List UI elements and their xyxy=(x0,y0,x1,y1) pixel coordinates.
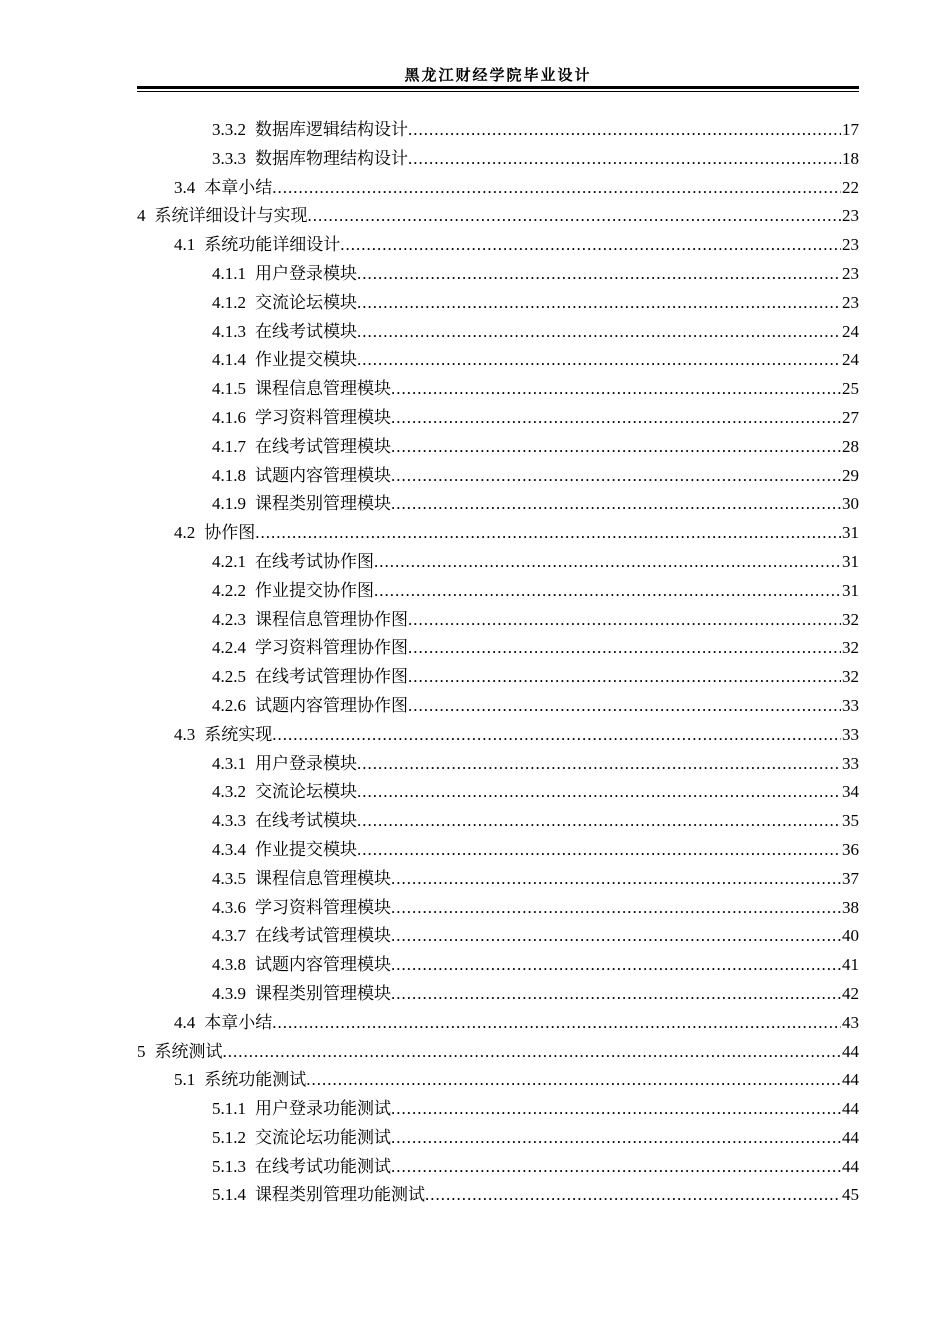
toc-entry-page: 18 xyxy=(842,148,859,168)
toc-entry-title: 交流论坛功能测试 xyxy=(255,1127,391,1147)
toc-dot-leader xyxy=(374,577,841,606)
toc-entry-title: 课程类别管理功能测试 xyxy=(255,1185,425,1205)
toc-entry[interactable] xyxy=(137,577,859,606)
toc-entry-title: 本章小结 xyxy=(204,1012,273,1032)
toc-entry[interactable] xyxy=(137,634,859,663)
toc-dot-leader xyxy=(408,606,841,635)
toc-entry-title: 课程信息管理模块 xyxy=(255,868,391,888)
toc-dot-leader xyxy=(391,404,841,433)
toc-dot-leader xyxy=(357,346,841,375)
toc-dot-leader xyxy=(374,548,841,577)
toc-entry-number: 4.3.8 xyxy=(212,955,246,975)
toc-dot-leader xyxy=(357,778,841,807)
toc-entry-page: 31 xyxy=(842,523,859,543)
toc-entry-page: 42 xyxy=(842,983,859,1003)
toc-entry-number: 4.2.6 xyxy=(212,695,246,715)
toc-entry-number: 4.3.4 xyxy=(212,839,246,859)
toc-dot-leader xyxy=(391,951,841,980)
toc-entry-title: 在线考试协作图 xyxy=(255,551,374,571)
toc-entry-number: 4 xyxy=(137,206,146,226)
toc-entry[interactable] xyxy=(137,606,859,635)
toc-entry-number: 4.2.3 xyxy=(212,609,246,629)
toc-entry-number: 4.2 xyxy=(174,523,196,543)
toc-entry-number: 4.3.5 xyxy=(212,868,246,888)
toc-entry-number: 4.1.9 xyxy=(212,494,246,514)
toc-entry-title: 课程信息管理协作图 xyxy=(255,609,408,629)
toc-dot-leader xyxy=(408,145,841,174)
toc-entry-number: 4.3.1 xyxy=(212,753,246,773)
toc-entry-title: 用户登录模块 xyxy=(255,753,357,773)
toc-dot-leader xyxy=(408,116,841,145)
toc-entry-number: 5.1.2 xyxy=(212,1127,246,1147)
toc-entry-title: 系统功能测试 xyxy=(204,1070,307,1090)
toc-entry-number: 4.4 xyxy=(174,1012,196,1032)
toc-dot-leader xyxy=(272,174,841,203)
toc-dot-leader xyxy=(255,519,841,548)
toc-entry-page: 44 xyxy=(842,1127,859,1147)
toc-entry-page: 24 xyxy=(842,321,859,341)
toc-entry-page: 17 xyxy=(842,120,859,139)
toc-entry[interactable] xyxy=(137,1124,859,1153)
toc-entry-page: 40 xyxy=(842,926,859,946)
toc-entry[interactable] xyxy=(137,778,859,807)
toc-entry-title: 试题内容管理模块 xyxy=(255,465,391,485)
toc-dot-leader xyxy=(391,894,841,923)
toc-entry-number: 4.2.2 xyxy=(212,580,246,600)
toc-entry-title: 课程类别管理模块 xyxy=(255,494,391,514)
toc-entry[interactable] xyxy=(137,692,859,721)
toc-entry-page: 23 xyxy=(842,292,859,312)
toc-entry-number: 4.2.1 xyxy=(212,551,246,571)
toc-entry[interactable] xyxy=(137,260,859,289)
toc-entry-page: 38 xyxy=(842,897,859,917)
toc-entry-title: 系统测试 xyxy=(154,1041,223,1061)
toc-entry-number: 4.1.2 xyxy=(212,292,246,312)
toc-entry-page: 31 xyxy=(842,580,859,600)
toc-entry-number: 4.3.7 xyxy=(212,926,246,946)
toc-dot-leader xyxy=(272,1009,841,1038)
toc-entry[interactable] xyxy=(137,375,859,404)
toc-entry-page: 23 xyxy=(842,235,859,255)
toc-entry-number: 4.1.3 xyxy=(212,321,246,341)
toc-dot-leader xyxy=(340,231,841,260)
toc-dot-leader xyxy=(357,750,841,779)
toc-entry[interactable] xyxy=(137,548,859,577)
toc-entry-number: 3.4 xyxy=(174,177,196,197)
toc-dot-leader xyxy=(408,663,841,692)
toc-dot-leader xyxy=(357,807,841,836)
toc-dot-leader xyxy=(391,1153,841,1182)
toc-dot-leader xyxy=(425,1181,841,1210)
toc-entry-title: 在线考试管理模块 xyxy=(255,926,391,946)
toc-entry[interactable] xyxy=(137,519,859,548)
toc-entry-title: 系统实现 xyxy=(204,724,273,744)
toc-dot-leader xyxy=(391,865,841,894)
toc-entry-number: 3.3.3 xyxy=(212,148,246,168)
toc-entry[interactable] xyxy=(137,174,859,203)
toc-entry[interactable] xyxy=(137,289,859,318)
toc-dot-leader xyxy=(357,260,841,289)
toc-entry-page: 28 xyxy=(842,436,859,456)
toc-entry-title: 协作图 xyxy=(204,523,256,543)
toc-entry-number: 4.1.6 xyxy=(212,407,246,427)
toc-entry-page: 41 xyxy=(842,955,859,975)
toc-entry[interactable] xyxy=(137,1095,859,1124)
toc-dot-leader xyxy=(391,1095,841,1124)
toc-entry-page: 43 xyxy=(842,1012,859,1032)
toc-entry-page: 44 xyxy=(842,1099,859,1119)
toc-entry[interactable] xyxy=(137,1038,859,1067)
toc-dot-leader xyxy=(357,289,841,318)
toc-dot-leader xyxy=(391,980,841,1009)
toc-entry[interactable] xyxy=(137,807,859,836)
toc-entry[interactable] xyxy=(137,1153,859,1182)
toc-entry-number: 4.3.9 xyxy=(212,983,246,1003)
toc-entry-title: 用户登录功能测试 xyxy=(255,1099,391,1119)
toc-entry[interactable] xyxy=(137,1009,859,1038)
toc-entry-title: 数据库逻辑结构设计 xyxy=(255,120,408,139)
toc-entry-page: 33 xyxy=(842,724,859,744)
toc-entry-title: 作业提交模块 xyxy=(255,839,357,859)
toc-entry-page: 44 xyxy=(842,1156,859,1176)
toc-dot-leader xyxy=(408,634,841,663)
toc-entry-number: 5 xyxy=(137,1041,146,1061)
toc-entry-number: 4.1.7 xyxy=(212,436,246,456)
toc-entry[interactable] xyxy=(137,231,859,260)
toc-dot-leader xyxy=(306,1066,841,1095)
toc-entry[interactable] xyxy=(137,663,859,692)
toc-entry-title: 用户登录模块 xyxy=(255,263,357,283)
toc-entry-page: 44 xyxy=(842,1041,859,1061)
toc-entry[interactable] xyxy=(137,433,859,462)
toc-entry-page: 32 xyxy=(842,667,859,687)
toc-entry[interactable] xyxy=(137,404,859,433)
toc-entry-title: 系统详细设计与实现 xyxy=(154,206,308,226)
toc-entry-number: 5.1.1 xyxy=(212,1099,246,1119)
toc-entry-page: 33 xyxy=(842,695,859,715)
toc-entry-page: 44 xyxy=(842,1070,859,1090)
toc-entry-page: 37 xyxy=(842,868,859,888)
toc-entry-title: 数据库物理结构设计 xyxy=(255,148,408,168)
toc-entry-title: 学习资料管理模块 xyxy=(255,897,391,917)
toc-dot-leader xyxy=(408,692,841,721)
toc-entry-title: 在线考试管理模块 xyxy=(255,436,391,456)
toc-entry-number: 5.1.4 xyxy=(212,1185,246,1205)
toc-entry[interactable] xyxy=(137,980,859,1009)
toc-entry-number: 4.3.6 xyxy=(212,897,246,917)
page-header-title: 黑龙江财经学院毕业设计 xyxy=(404,68,592,84)
toc-entry-number: 4.3 xyxy=(174,724,196,744)
toc-entry-page: 29 xyxy=(842,465,859,485)
toc-dot-leader xyxy=(357,836,841,865)
toc-dot-leader xyxy=(308,202,842,231)
toc-entry[interactable] xyxy=(137,721,859,750)
table-of-contents xyxy=(137,116,859,1210)
toc-entry-page: 36 xyxy=(842,839,859,859)
toc-dot-leader xyxy=(391,462,841,491)
toc-entry-number: 4.1 xyxy=(174,235,196,255)
toc-entry-number: 4.1.1 xyxy=(212,263,246,283)
toc-entry[interactable] xyxy=(137,462,859,491)
toc-entry-number: 4.1.5 xyxy=(212,379,246,399)
toc-entry-number: 4.1.4 xyxy=(212,350,246,370)
toc-entry[interactable] xyxy=(137,145,859,174)
toc-entry[interactable] xyxy=(137,951,859,980)
toc-entry[interactable] xyxy=(137,1181,859,1210)
toc-entry-number: 4.2.4 xyxy=(212,638,246,658)
toc-dot-leader xyxy=(391,490,841,519)
toc-entry-title: 在线考试管理协作图 xyxy=(255,667,408,687)
toc-entry-title: 学习资料管理协作图 xyxy=(255,638,408,658)
toc-entry-number: 4.3.2 xyxy=(212,782,246,802)
toc-entry[interactable] xyxy=(137,318,859,347)
toc-entry[interactable] xyxy=(137,116,859,145)
toc-entry-page: 23 xyxy=(842,263,859,283)
toc-entry-page: 31 xyxy=(842,551,859,571)
toc-entry-title: 在线考试功能测试 xyxy=(255,1156,391,1176)
header-rule-thin xyxy=(137,91,859,92)
header-rule-thick xyxy=(137,86,859,89)
toc-entry-title: 作业提交模块 xyxy=(255,350,357,370)
toc-entry-page: 25 xyxy=(842,379,859,399)
toc-entry-title: 学习资料管理模块 xyxy=(255,407,391,427)
toc-entry-title: 试题内容管理协作图 xyxy=(255,695,408,715)
toc-entry[interactable] xyxy=(137,202,859,231)
toc-entry[interactable] xyxy=(137,922,859,951)
toc-entry-number: 5.1 xyxy=(174,1070,196,1090)
toc-entry[interactable] xyxy=(137,865,859,894)
toc-entry-title: 交流论坛模块 xyxy=(255,782,357,802)
toc-entry-page: 22 xyxy=(842,177,859,197)
toc-entry-page: 27 xyxy=(842,407,859,427)
toc-entry-page: 35 xyxy=(842,811,859,831)
toc-entry[interactable] xyxy=(137,346,859,375)
toc-entry-page: 34 xyxy=(842,782,859,802)
toc-entry-page: 32 xyxy=(842,609,859,629)
toc-entry-page: 23 xyxy=(842,206,859,226)
toc-dot-leader xyxy=(391,922,841,951)
toc-entry-number: 5.1.3 xyxy=(212,1156,246,1176)
toc-entry[interactable] xyxy=(137,836,859,865)
toc-dot-leader xyxy=(223,1038,842,1067)
toc-dot-leader xyxy=(391,375,841,404)
toc-dot-leader xyxy=(357,318,841,347)
toc-entry-title: 作业提交协作图 xyxy=(255,580,374,600)
toc-entry-number: 3.3.2 xyxy=(212,120,246,139)
toc-entry-number: 4.1.8 xyxy=(212,465,246,485)
toc-entry-page: 32 xyxy=(842,638,859,658)
toc-dot-leader xyxy=(272,721,841,750)
toc-entry-title: 课程类别管理模块 xyxy=(255,983,391,1003)
toc-entry-number: 4.2.5 xyxy=(212,667,246,687)
toc-entry-title: 课程信息管理模块 xyxy=(255,379,391,399)
toc-entry-title: 试题内容管理模块 xyxy=(255,955,391,975)
toc-entry[interactable] xyxy=(137,750,859,779)
toc-entry-page: 45 xyxy=(842,1185,859,1205)
toc-entry-page: 33 xyxy=(842,753,859,773)
toc-entry-page: 24 xyxy=(842,350,859,370)
toc-entry-number: 4.3.3 xyxy=(212,811,246,831)
toc-entry-title: 交流论坛模块 xyxy=(255,292,357,312)
toc-entry[interactable] xyxy=(137,490,859,519)
toc-dot-leader xyxy=(391,1124,841,1153)
toc-entry-page: 30 xyxy=(842,494,859,514)
toc-dot-leader xyxy=(391,433,841,462)
toc-entry-title: 系统功能详细设计 xyxy=(204,235,341,255)
toc-entry[interactable] xyxy=(137,894,859,923)
toc-entry-title: 本章小结 xyxy=(204,177,273,197)
toc-entry[interactable] xyxy=(137,1066,859,1095)
toc-entry-title: 在线考试模块 xyxy=(255,321,357,341)
toc-entry-title: 在线考试模块 xyxy=(255,811,357,831)
